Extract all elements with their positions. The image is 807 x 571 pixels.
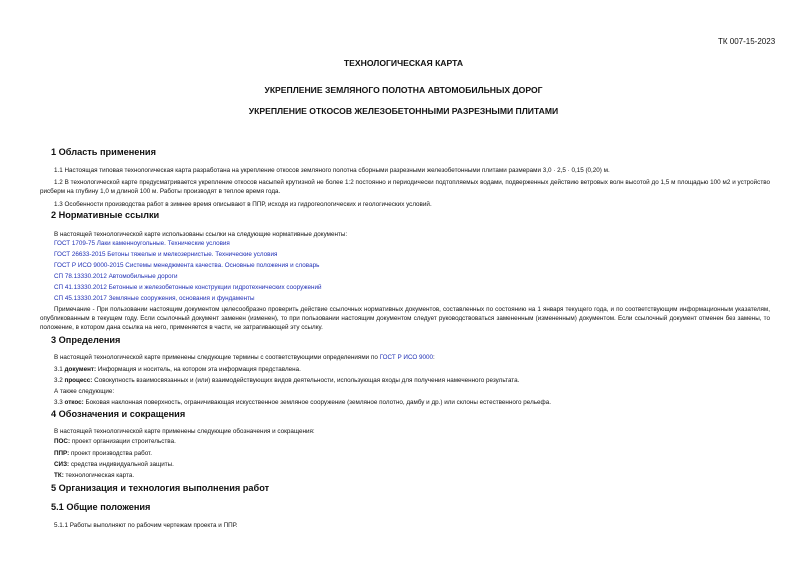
section-4-heading: 4 Обозначения и сокращения (51, 409, 186, 419)
definition-process (54, 377, 519, 386)
definition-number: 3.3 (54, 399, 63, 406)
document-subtitle-2: УКРЕПЛЕНИЕ ОТКОСОВ ЖЕЛЕЗОБЕТОННЫМИ РАЗРЕЗНЫМИ ПЛИТАМИ (248, 106, 559, 116)
abbreviation-item (54, 461, 174, 470)
abbreviation-definition: средства индивидуальной защиты. (70, 461, 174, 468)
section-3-also: А также следующие: (54, 388, 115, 395)
definition-term: процесс: (64, 377, 93, 384)
abbreviation-item (54, 438, 176, 447)
abbreviation-item (54, 450, 152, 459)
section-3-heading: 3 Определения (51, 335, 121, 345)
definition-text: Боковая наклонная поверхность, ограничивающая искусственное земляное сооружение (земляное полотно, дамбу и др.) или склоны естественного рельефа. (85, 399, 551, 406)
abbreviation-definition: проект производства работ. (71, 450, 152, 457)
section-2-note: Примечание - При пользовании настоящим документом целесообразно проверить действие ссылочных нормативных документов, составленных по состоянию на 1 января текущего года, и по соответствующим информационным указателям, опубликованным в текущем году. Если ссылочный документ заменен (изменен), то при пользовании настоящим документом следует руководствоваться замененным (измененным) документом. Если ссылочный документ отменен без замены, то положение, в котором дана ссылка на него, применяется в части, не затрагивающей эту ссылку. (40, 306, 770, 331)
section-1-paragraph-2: 1.2 В технологической карте предусматривается укрепление откосов насыпей крутизной не более 1:2 постоянно и периодически подтопляемых водами, подверженных действию ветровых волн высотой до 1,5 м площадью 100 м2 и устройство рисберм на глубину 1,0 м длиной 100 м. Работы производят в теплое время года. (40, 179, 770, 195)
document-title: ТЕХНОЛОГИЧЕСКАЯ КАРТА (343, 58, 464, 68)
definition-term: откос: (64, 399, 84, 406)
gost-iso-9000-link[interactable]: ГОСТ Р ИСО 9000 (379, 354, 434, 361)
normative-ref-link[interactable]: СП 41.13330.2012 Бетонные и железобетонные конструкции гидротехнических сооружений (54, 284, 322, 291)
document-id: ТК 007-15-2023 (718, 37, 776, 46)
definition-term: документ: (64, 366, 97, 373)
normative-ref-link[interactable]: ГОСТ 26633-2015 Бетоны тяжелые и мелкозернистые. Технические условия (54, 251, 278, 258)
definition-number: 3.1 (54, 366, 63, 373)
section-3-intro-text: В настоящей технологической карте применены следующие термины с соответствующими определениями по (54, 354, 378, 361)
abbreviation-definition: технологическая карта. (65, 472, 135, 479)
abbreviation-term: ПОС: (54, 438, 71, 445)
definition-document (54, 366, 301, 375)
definition-text: Информация и носитель, на котором эта информация представлена. (97, 366, 301, 373)
document-subtitle-1: УКРЕПЛЕНИЕ ЗЕМЛЯНОГО ПОЛОТНА АВТОМОБИЛЬНЫХ ДОРОГ (264, 85, 543, 95)
abbreviation-term: ТК: (54, 472, 64, 479)
abbreviation-term: ППР: (54, 450, 70, 457)
normative-ref-link[interactable]: ГОСТ 1709-75 Лаки каменноугольные. Технические условия (54, 240, 230, 247)
section-2-heading: 2 Нормативные ссылки (51, 210, 160, 220)
section-3-intro (54, 354, 435, 363)
abbreviation-item (54, 472, 134, 481)
definition-slope (54, 399, 551, 408)
normative-ref-link[interactable]: СП 45.13330.2017 Земляные сооружения, основания и фундаменты (54, 295, 255, 302)
normative-ref-link[interactable]: ГОСТ Р ИСО 9000-2015 Системы менеджмента качества. Основные положения и словарь (54, 262, 320, 269)
abbreviation-definition: проект организации строительства. (71, 438, 176, 445)
section-1-paragraph-3: 1.3 Особенности производства работ в зимнее время описывают в ППР, исходя из гидрогеологических и геологических условий. (54, 201, 432, 208)
definition-number: 3.2 (54, 377, 63, 384)
section-4-intro: В настоящей технологической карте применены следующие обозначения и сокращения: (54, 428, 315, 435)
normative-ref-link[interactable]: СП 78.13330.2012 Автомобильные дороги (54, 273, 178, 280)
section-5-heading: 5 Организация и технология выполнения работ (51, 483, 270, 493)
section-3-intro-end: : (433, 354, 435, 361)
section-5-1-heading: 5.1 Общие положения (51, 502, 151, 512)
section-5-paragraph-1: 5.1.1 Работы выполняют по рабочим чертежам проекта и ППР. (54, 522, 238, 529)
abbreviation-term: СИЗ: (54, 461, 70, 468)
section-1-heading: 1 Область применения (51, 147, 156, 157)
section-2-intro: В настоящей технологической карте использованы ссылки на следующие нормативные документы: (54, 231, 348, 238)
section-1-paragraph-1: 1.1 Настоящая типовая технологическая карта разработана на укрепление откосов земляного полотна сборными разрезными железобетонными плитами размерами 3,0 · 2,5 · 0,15 (0,20) м. (54, 167, 610, 174)
definition-text: Совокупность взаимосвязанных и (или) взаимодействующих видов деятельности, использующая входы для получения намеченного результата. (94, 377, 520, 384)
